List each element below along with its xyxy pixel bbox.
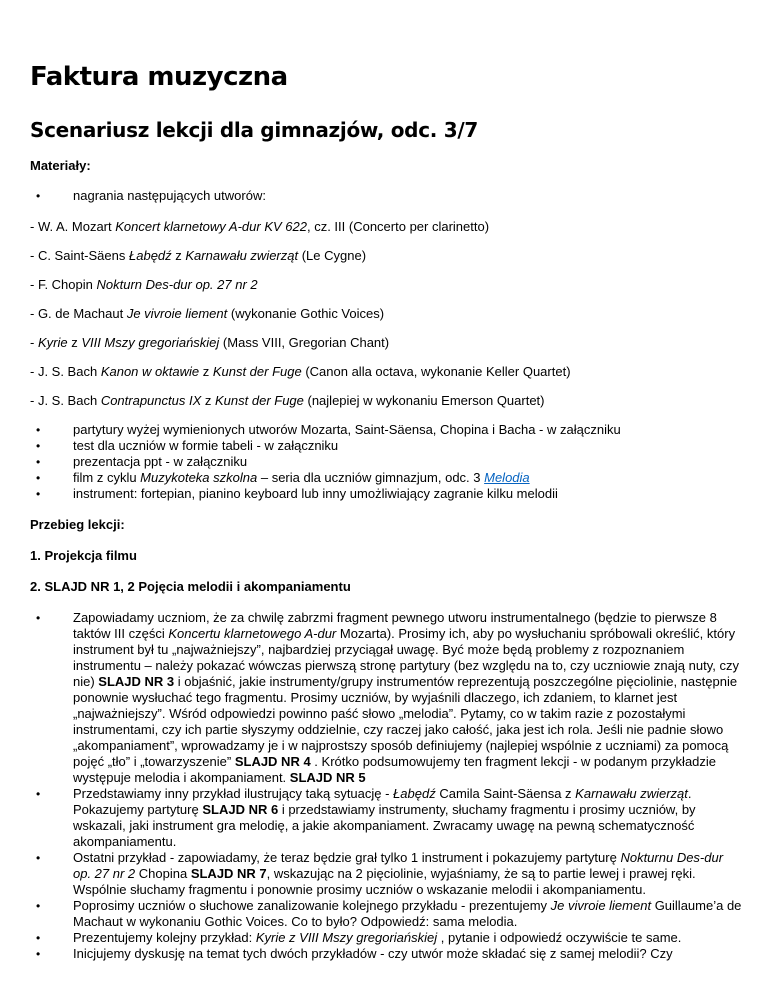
list-item: • nagrania następujących utworów:: [36, 188, 266, 203]
list-item: • partytury wyżej wymienionych utworów Mozarta, Saint-Säensa, Chopina i Bacha - w załączniku: [36, 422, 621, 437]
course-heading: Przebieg lekcji:: [30, 517, 125, 532]
list-item: • Poprosimy uczniów o słuchowe zanalizowanie kolejnego przykładu - prezentujemy Je vivroie liement Guillaume’a de Machaut w wykonaniu Gothic Voices. Co to było? Odpowiedź: sama melodia.: [36, 898, 742, 929]
bullet-icon: •: [36, 931, 41, 945]
piece-line: - F. Chopin Nokturn Des-dur op. 27 nr 2: [30, 277, 258, 292]
bullet-icon: •: [36, 787, 41, 801]
materials-list: [30, 422, 742, 502]
piece-line: - W. A. Mozart Koncert klarnetowy A-dur KV 622, cz. III (Concerto per clarinetto): [30, 219, 490, 234]
piece-line: - J. S. Bach Kanon w oktawie z Kunst der Fuge (Canon alla octava, wykonanie Keller Quartet): [30, 364, 571, 379]
list-item: • Zapowiadamy uczniom, że za chwilę zabrzmi fragment pewnego utworu instrumentalnego (będzie to pierwsze 8 taktów III części Koncertu klarnetowego A-dur Mozarta). Prosimy ich, aby po wysłuchaniu spróbowali określić, który instrument był tu „najważniejszy”, najbardziej przyciągał uwagę. Być może będą problemy z rozpoznaniem instrumentu – należy pokazać wówczas pierwszą stronę partytury (bez względu na to, czy uczniowie znają nuty, czy nie) SLAJD NR 3 i objaśnić, jakie instrumenty/grupy instrumentów reprezentują poszczególne pięciolinie, następnie ponownie wysłuchać tego fragmentu. Prosimy uczniów, by wyjaśnili dlaczego, ich zdaniem, to klarnet jest „najważniejszy”. Wśród odpowiedzi powinno paść słowo „melodia”. Pytamy, co w takim razie z pozostałymi instrumentami, czy ich partie słyszymy oddzielnie, czy raczej jako całość, jaka jest ich rola. Jeśli nie padnie słowo „akompaniament”, wprowadzamy je i w najprostszy sposób definiujemy (najlepiej wspólnie z uczniami) za pomocą pojęć „tło” i „towarzyszenie” SLAJD NR 4 . Krótko podsumowujemy ten fragment lekcji - w podanym przykładzie występuje melodia i akompaniament. SLAJD NR 5: [36, 610, 739, 785]
piece-line: - Kyrie z VIII Mszy gregoriańskiej (Mass VIII, Gregorian Chant): [30, 335, 390, 350]
bullet-icon: •: [36, 899, 41, 913]
bullet-icon: •: [36, 947, 41, 961]
bullet-icon: •: [36, 455, 41, 469]
piece-line: - J. S. Bach Contrapunctus IX z Kunst der Fuge (najlepiej w wykonaniu Emerson Quartet): [30, 393, 545, 408]
piece-line: - G. de Machaut Je vivroie liement (wykonanie Gothic Voices): [30, 306, 385, 321]
materials-heading: Materiały:: [30, 158, 91, 173]
list-item: • test dla uczniów w formie tabeli - w załączniku: [36, 438, 339, 453]
step-2: 2. SLAJD NR 1, 2 Pojęcia melodii i akompaniamentu: [30, 579, 351, 594]
bullet-icon: •: [36, 439, 41, 453]
step-1: 1. Projekcja filmu: [30, 548, 137, 563]
step-2-list: [30, 610, 742, 962]
bullet-icon: •: [36, 851, 41, 865]
bullet-icon: •: [36, 611, 41, 625]
bullet-icon: •: [36, 189, 41, 203]
page-subtitle: Scenariusz lekcji dla gimnazjów, odc. 3/7: [30, 118, 478, 142]
bullet-icon: •: [36, 487, 41, 501]
pieces-list: [30, 219, 742, 409]
bullet-icon: •: [36, 471, 41, 485]
melodia-link[interactable]: Melodia: [484, 470, 530, 485]
document-page: [30, 0, 742, 962]
list-item: • instrument: fortepian, pianino keyboard lub inny umożliwiający zagranie kilku melodii: [36, 486, 558, 501]
bullet-icon: •: [36, 423, 41, 437]
page-title: Faktura muzyczna: [30, 62, 288, 92]
list-item: • prezentacja ppt - w załączniku: [36, 454, 248, 469]
list-item: • film z cyklu Muzykoteka szkolna – seria dla uczniów gimnazjum, odc. 3 Melodia: [36, 470, 530, 485]
recordings-list: [30, 188, 742, 204]
piece-line: - C. Saint-Säens Łabędź z Karnawału zwierząt (Le Cygne): [30, 248, 367, 263]
list-item: • Prezentujemy kolejny przykład: Kyrie z VIII Mszy gregoriańskiej , pytanie i odpowiedź oczywiście te same.: [36, 930, 682, 945]
list-item: • Inicjujemy dyskusję na temat tych dwóch przykładów - czy utwór może składać się z samej melodii? Czy: [36, 946, 673, 961]
list-item: • Przedstawiamy inny przykład ilustrujący taką sytuację - Łabędź Camila Saint-Säensa z Karnawału zwierząt. Pokazujemy partyturę SLAJD NR 6 i przedstawiamy instrumenty, słuchamy fragmentu i prosimy uczniów, by wskazali, jaki instrument gra melodię, a jakie akompaniament. Zwracamy uwagę na pewną schematyczność akompaniamentu.: [36, 786, 696, 849]
list-item: • Ostatni przykład - zapowiadamy, że teraz będzie grał tylko 1 instrument i pokazujemy partyturę Nokturnu Des-dur op. 27 nr 2 Chopina SLAJD NR 7, wskazując na 2 pięciolinie, wyjaśniamy, że są to partie lewej i prawej ręki. Wspólnie słuchamy fragmentu i ponownie prosimy uczniów o wskazanie melodii i akompaniamentu.: [36, 850, 724, 897]
